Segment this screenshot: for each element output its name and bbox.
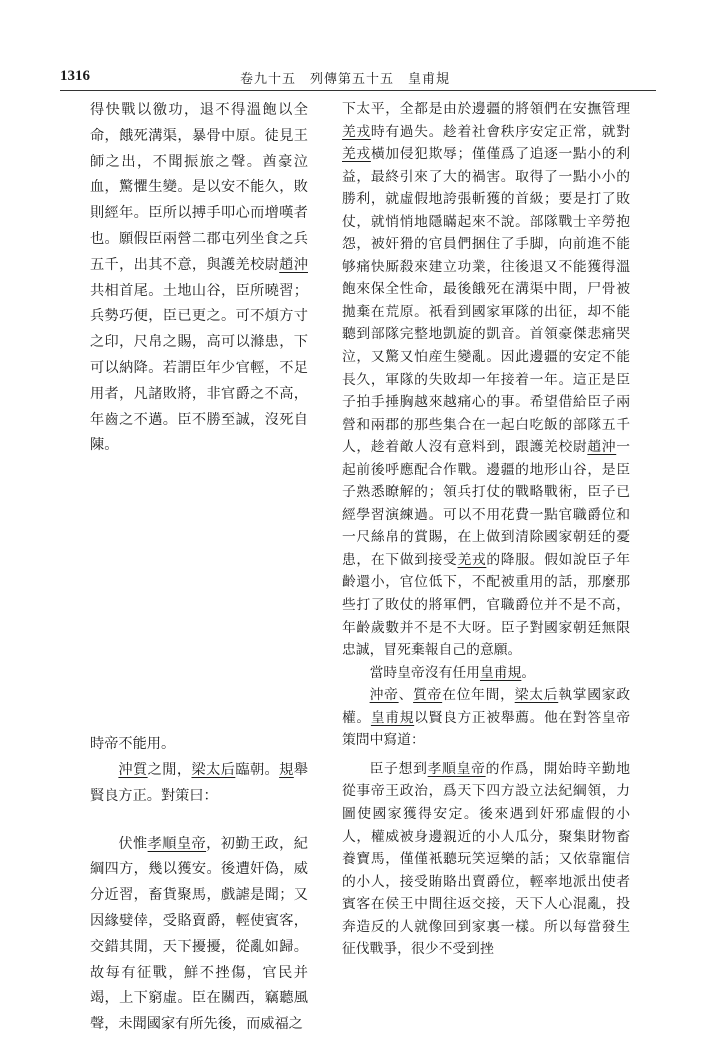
- person-name: 孝順皇帝: [427, 760, 486, 777]
- translation-nomination-paragraph: 沖帝、質帝在位年間，梁太后執掌國家政權。皇甫規以賢良方正被舉薦。他在對答皇帝策問中寫道：: [342, 687, 631, 749]
- ethnic-name: 羌戎: [342, 146, 371, 163]
- person-name: 皇甫規: [370, 709, 415, 726]
- person-name: 趙沖: [587, 439, 617, 456]
- ethnic-name: 羌戎: [342, 123, 371, 140]
- person-name: 孝順皇帝: [147, 835, 207, 852]
- person-name: 皇甫規: [479, 664, 522, 681]
- person-name: 沖帝: [369, 687, 399, 704]
- translation-column: [342, 98, 630, 961]
- running-head: 卷九十五 列傳第五十五 皇甫規: [240, 72, 451, 87]
- person-name: 梁太后: [514, 687, 559, 704]
- translation-essay-paragraph: 臣子想到孝順皇帝的作爲，開始時辛勤地從事帝王政治，爲天下四方設立法紀綱領，力圖使國家獲得安定。後來遇到奸邪虛假的小人，權威被身邊親近的小人瓜分，聚集財物畜養寶馬，僅僅衹聽玩笑逗樂的話；又依靠寵信的小人，接受賄賂出賣爵位，輕率地派出使者賓客在侯王中間往返交接，天下人心混亂，投奔造反的人就像回到家裏一樣。所以每當發生征伐戰爭，很少不受到挫: [342, 760, 631, 958]
- classical-text-column: [90, 98, 308, 1038]
- page-header: [60, 66, 656, 91]
- person-name: 梁太后: [191, 761, 236, 778]
- translation-memorial-paragraph: 下太平，全都是由於邊疆的將領們在安撫管理羌戎時有過失。趁着社會秩序安定正常，就對羌戎橫加侵犯欺辱；僅僅爲了追逐一點小的利益，最終引來了大的禍害。取得了一點小小的勝利，就虛假地誇張斬獲的首級；要是打了敗仗，就悄悄地隱瞞起來不說。部隊戰士辛勞抱怨，被奸猾的官員們捆住了手脚，向前進不能够痛快厮殺來建立功業，往後退又不能獲得溫飽來保全性命，最後餓死在溝渠中間，尸骨被拋棄在荒原。祇看到國家軍隊的出征，却不能聽到部隊完整地凱旋的凱音。首領豪傑悲痛哭泣，又驚又怕産生變亂。因此邊疆的安定不能長久，軍隊的失敗却一年接着一年。這正是臣子拍手捶胸越來越痛心的事。希望借給臣子兩營和兩郡的那些集合在一起白吃飯的部隊五千人，趁着敵人沒有意料到，跟護羌校尉趙沖一起前後呼應配合作戰。邊疆的地形山谷，是臣子熟悉瞭解的；領兵打仗的戰略戰術，臣子已經學習演練過。可以不用花費一點官職爵位和一尺絲帛的賞賜，在上做到清除國家朝廷的憂患，在下做到接受羌戎的降服。假如說臣子年齡還小，官位低下，不配被重用的話，那麼那些打了敗仗的將軍們，官職爵位并不是不高，年齡歲數并不是不大呀。臣子對國家朝廷無限忠誠，冒死棄報自己的意願。: [342, 101, 631, 659]
- examination-essay-paragraph: 伏惟孝順皇帝，初勤王政，紀綱四方，幾以獲安。後遭奸偽，威分近習，畜貨聚馬，戲謔是聞；又因緣嬖倖，受賂賣爵，輕使賓客，交錯其閒，天下擾擾，從亂如歸。故每有征戰，鮮不挫傷，官民并竭，上下窮虛。臣在關西，竊聽風聲，未聞國家有所先後，而威福之: [90, 835, 308, 1033]
- person-name: 沖: [118, 761, 134, 778]
- nomination-paragraph: 沖質之閒，梁太后臨朝。規舉賢良方正。對策曰：: [90, 761, 308, 804]
- memorial-ending-paragraph: 得快戰以徼功，退不得溫飽以全命，餓死溝渠，暴骨中原。徒見王師之出，不聞振旅之聲。酋豪泣血，驚懼生變。是以安不能久，敗則經年。臣所以搏手叩心而增嘆者也。願假臣兩營二郡屯列坐食之兵五千，出其不意，與護羌校尉趙沖共相首尾。土地山谷，臣所曉習；兵勢巧便，臣已更之。可不煩方寸之印，尺帛之賜，高可以滌患，下可以納降。若謂臣年少官輕，不足用者，凡諸敗將，非官爵之不高，年齒之不邁。臣不勝至誠，沒死自陳。: [90, 102, 308, 454]
- person-name: 質: [133, 761, 148, 778]
- emperor-declined-line: 時帝不能用。: [90, 736, 176, 753]
- ethnic-name: 羌戎: [457, 551, 487, 568]
- page-number: 1316: [60, 68, 90, 84]
- person-name: 趙沖: [279, 256, 308, 273]
- person-name: 質帝: [413, 687, 443, 704]
- person-name: 規: [279, 761, 294, 778]
- translation-declined-line: 當時皇帝沒有任用皇甫規。: [369, 664, 536, 681]
